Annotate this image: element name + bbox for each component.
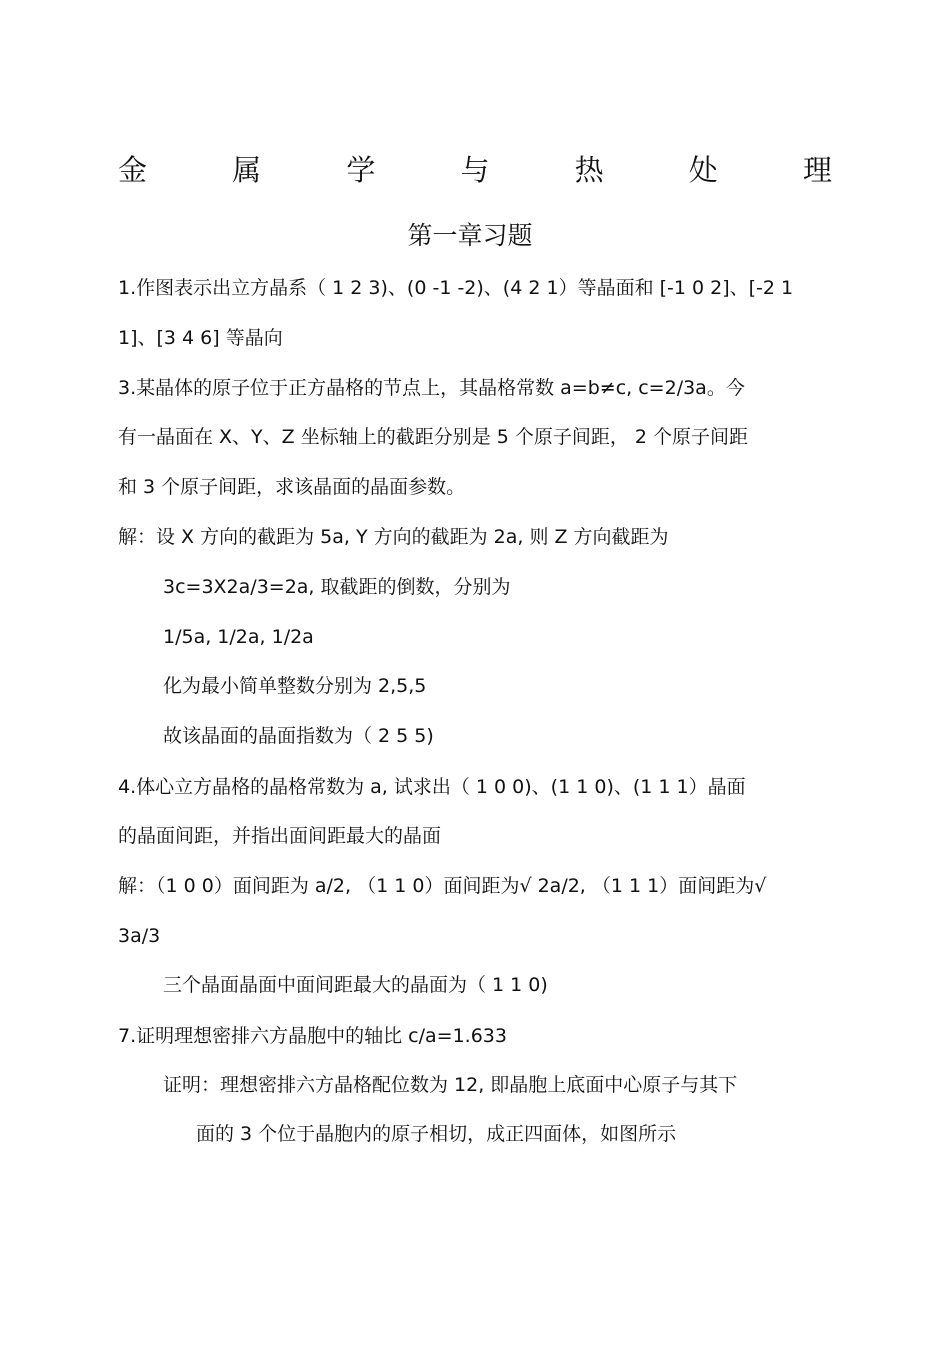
solution-4-line-1: 解：（1 0 0）面间距为 a/2, （1 1 0）面间距为√ 2a/2, （1 1 1）面间距为√ (118, 875, 767, 897)
title-char: 热 (574, 153, 604, 187)
solution-3-line-2: 3c=3X2a/3=2a, 取截距的倒数，分别为 (163, 576, 511, 598)
exercise-3-line-1: 3.某晶体的原子位于正方晶格的节点上，其晶格常数 a=b≠c, c=2/3a。今 (118, 377, 745, 399)
exercise-3-line-3: 和 3 个原子间距，求该晶面的晶面参数。 (118, 476, 466, 498)
exercise-3-line-2: 有一晶面在 X、Y、Z 坐标轴上的截距分别是 5 个原子间距， 2 个原子间距 (118, 426, 749, 448)
solution-3-line-3: 1/5a, 1/2a, 1/2a (163, 626, 314, 648)
exercise-7-line-1: 7.证明理想密排六方晶胞中的轴比 c/a=1.633 (118, 1025, 507, 1047)
title-char: 金 (118, 153, 148, 187)
title-char: 处 (688, 153, 718, 187)
proof-7-line-1: 证明：理想密排六方晶格配位数为 12, 即晶胞上底面中心原子与其下 (163, 1074, 738, 1096)
solution-3-line-4: 化为最小简单整数分别为 2,5,5 (163, 675, 427, 697)
title-char: 与 (460, 153, 490, 187)
title-char: 学 (346, 153, 376, 187)
document-title (118, 148, 832, 192)
chapter-title: 第一章习题 (407, 221, 533, 250)
title-char: 属 (232, 153, 262, 187)
title-char: 理 (802, 153, 832, 187)
exercise-4-line-1: 4.体心立方晶格的晶格常数为 a, 试求出（ 1 0 0)、(1 1 0)、(1 1 1）晶面 (118, 776, 746, 798)
solution-3-line-5: 故该晶面的晶面指数为（ 2 5 5) (163, 725, 434, 747)
proof-7-line-2: 面的 3 个位于晶胞内的原子相切，成正四面体，如图所示 (196, 1123, 677, 1145)
solution-4-line-3: 三个晶面晶面中面间距最大的晶面为（ 1 1 0) (163, 974, 548, 996)
exercise-1-line-1: 1.作图表示出立方晶系（ 1 2 3)、(0 -1 -2)、(4 2 1）等晶面和 [-1 0 2]、[-2 1 (118, 277, 794, 299)
exercise-1-line-2: 1]、[3 4 6] 等晶向 (118, 327, 283, 349)
solution-4-line-2: 3a/3 (118, 925, 161, 947)
solution-3-line-1: 解：设 X 方向的截距为 5a, Y 方向的截距为 2a, 则 Z 方向截距为 (118, 526, 669, 548)
exercise-4-line-2: 的晶面间距，并指出面间距最大的晶面 (118, 825, 442, 847)
